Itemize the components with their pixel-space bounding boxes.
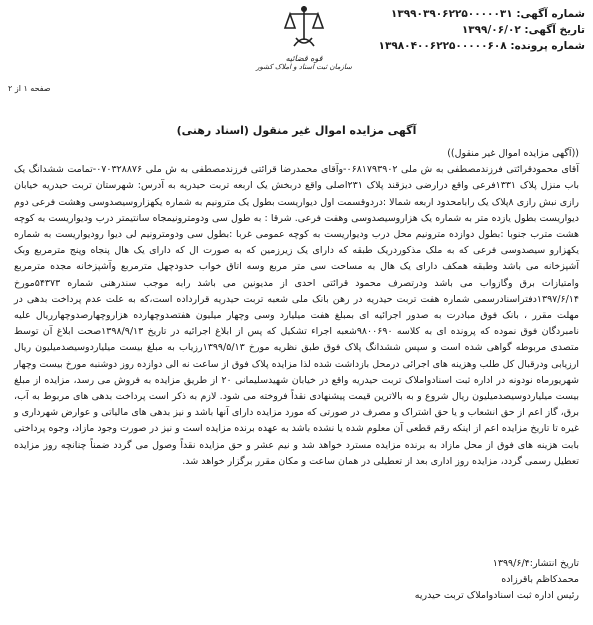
notice-intro: ((آگهی مزایده اموال غیر منقول)) bbox=[447, 148, 579, 159]
notice-body bbox=[14, 146, 579, 470]
notice-title: آگهی مزایده اموال غیر منقول (اسناد رهنی) bbox=[176, 124, 417, 137]
org-name-judiciary: قوه قضائیه bbox=[285, 54, 323, 63]
page-indicator: صفحه ۱ از ۲ bbox=[8, 84, 51, 93]
signatory-name: محمدکاظم باقرزاده bbox=[501, 574, 579, 586]
ad-date: تاریخ آگهی: ۱۳۹۹/۰۶/۰۲ bbox=[461, 24, 585, 36]
signature-block bbox=[415, 556, 579, 605]
judiciary-emblem bbox=[256, 2, 352, 84]
emblem-icon bbox=[282, 2, 326, 52]
org-name-registration: سازمان ثبت اسناد و املاک کشور bbox=[256, 63, 352, 71]
ad-metadata bbox=[379, 6, 585, 54]
publish-date: تاریخ انتشار:۱۳۹۹/۶/۴ bbox=[492, 558, 579, 569]
file-number: شماره پرونده: ۱۳۹۸۰۴۰۰۶۲۲۵۰۰۰۰۰۶۰۸ bbox=[378, 40, 585, 52]
notice-paragraph: آقای محمودقرائتی فرزندمصطفی به ش ملی ۰۶۸۱۷۹۳۹۰۲-وآقای محمدرضا قرائتی فرزندمصطفی به ش ملی ۰۷۰۳۲۸۸۷۶-تمامت ششدانگ یک باب منزل پلاک ۱۳۳۱فرعی واقع درارضی دیزقند پلاک ۲۳۱اصلی واقع دربخش یک اربعه تربت حیدریه به آدرس: شهرستان تربت حیدریه خیابان رازی نبش رازی ۸پلاک یک رابامحدود اربعه شمالا :دردوقسمت اول دیواریست بطول یک مترونیم به شماره یکهزاروسیصدوسی وهشت فرعی دوم دیواریست بطول یازده متر به شماره یک هزاروسیصدوسی وهفت فرعی. شرقا : به طول سی ودومترونیمجاه سانتیمتر درب ودیواریست به کوچه هشت مترب جنوبا :بطول دوازده مترونیم محل درب ودیواریست به کوچه عمومی غربا :بطول سی ودومترونیم لی دیوا رودیواریست به شماره یکهزارو سیصدوسی فرعی که به ملک مذکوردریک طبقه که دارای یک زیرزمین که به صورت ال که دارای یک هال پنجاه وپنج مترمربع وبک آشپزخانه می باشد وطبقه همکف دارای یک هال به مساحت سی متر مربع وسه اتاق خواب حدودچهل مترمربع وآشپزخانه مجده مترمربع وامتیازات برق وگازواب می باشد ودرتصرف محمود قرائتی احدی از مدیونین می باشد رابه موجب سندرهنی شماره ۵۴۳۷۳مورخ ۱۳۹۷/۶/۱۴دفتراسنادرسمی شماره هفت تربت حیدریه در رهن بانک ملی شعبه تربت حیدریه قرارداده است،که به علت عدم پرداخت بدهی در مهلت مقرر ، بانک فوق مبادرت به صدور اجرائیه ای بمبلغ هفت میلیارد وسی وچهار میلیون هفتصدوچهارده هزاروچهارصدوچهارریال علیه نامبردگان فوق نموده که پرونده ای به کلاسه ۹۸۰۰۶۹۰شعبه اجراء تشکیل که پس از ابلاغ اجرائیه در تاریخ ۱۳۹۸/۹/۱۳صحت ابلاغ آن توسط متصدی مربوطه گواهی شده است و سپس ششدانگ پلاک فوق طبق نظریه مورخ ۱۳۹۹/۵/۱۳رزیاب به مبلغ بیست میلیاردوسیصدمیلیون ریال ارزیابی ودرقبال کل طلب وهزینه های اجرائی درمحل بازداشت شده لذا مزایده پلاک فوق از ساعت نه الی دوازده روز دوشنبه مورخ بیست وچهار شهریورماه نودونه در اداره ثبت اسنادواملاک تربت حیدریه واقع در خیابان شهیدسلیمانی ۲۰ از طریق مزایده به فروش می رسد، مزایده از مبلغ بیست میلیاردوسیصدمیلیون ریال شروع و به بالاترین قیمت پیشنهادی نقداً فروخته می شود. لازم به ذکر است پرداخت بدهی های مربوط به آب، برق، گاز اعم از حق انشعاب و یا حق اشتراک و مصرف در صورتی که مورد مزایده دارای آنها باشد و نیز بدهی های مالیاتی و عوارض شهرداری و غیره تا تاریخ مزایده اعم از اینکه رقم قطعی آن معلوم شده یا نشده باشد به عهده برنده مزایده است و نیز در صورت وجود مازاد، وجوه پرداختی بابت هزینه های فوق از محل مازاد به برنده مزایده مسترد خواهد شد و نیم عشر و حق مزایده نقداً وصول می گردد ضمناً چنانچه روز مزایده تعطیل رسمی گردد، مزایده روز اداری بعد از تعطیلی در همان ساعت و مکان مقرر برگزار خواهد شد. bbox=[14, 164, 580, 467]
ad-number: شماره آگهی: ۱۳۹۹۰۳۹۰۶۲۲۵۰۰۰۰۰۳۱ bbox=[390, 8, 585, 20]
signatory-role: رئیس اداره ثبت اسنادواملاک تربت حیدریه bbox=[414, 590, 579, 602]
